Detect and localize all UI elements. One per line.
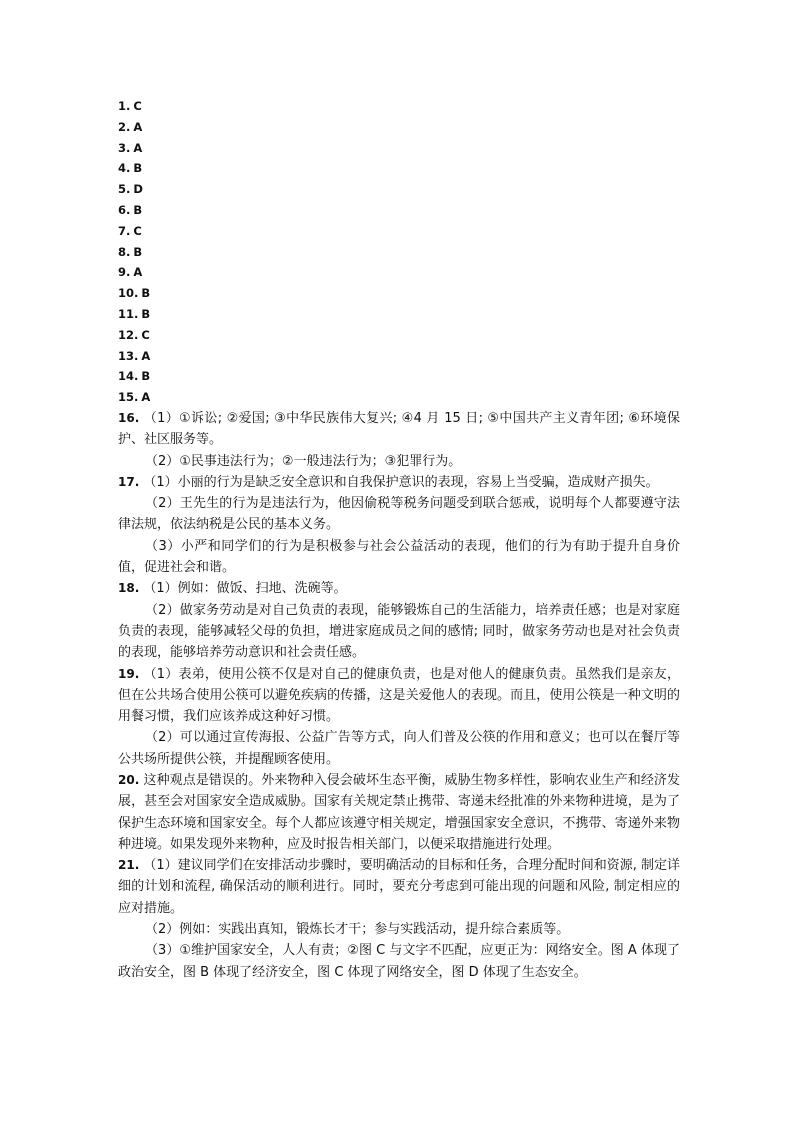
answer-letter: C	[141, 327, 150, 342]
question-number: 3.	[118, 140, 131, 155]
question-number: 20.	[118, 773, 140, 787]
choice-answer-14	[118, 366, 680, 387]
answer-16-part-1	[118, 408, 680, 451]
question-number: 18.	[118, 581, 140, 596]
answer-16-part-2: （2）①民事违法行为；②一般违法行为；③犯罪行为。	[145, 453, 462, 469]
answer-letter: B	[141, 306, 151, 321]
answer-21	[118, 855, 680, 983]
question-number: 14.	[118, 369, 139, 384]
question-number: 11.	[118, 306, 139, 321]
answer-key-page	[118, 96, 680, 983]
answer-18	[118, 578, 680, 663]
question-number: 7.	[118, 223, 131, 238]
question-number: 19.	[118, 666, 140, 681]
answer-17-part-2: （2）王先生的行为是违法行为，他因偷税等税务问题受到联合惩戒，说明每个人都要遵守法律法规，依法纳税是公民的基本义务。	[118, 496, 680, 533]
question-number: 6.	[118, 202, 131, 217]
answer-20	[118, 770, 680, 855]
answer-letter: A	[133, 119, 143, 134]
answer-text: 这种观点是错误的。外来物种入侵会破坏生态平衡，威胁生物多样性，影响农业生产和经济发展，甚至会对国家安全造成威胁。国家有关规定禁止携带、寄递未经批准的外来物种进境，是为了保护生态环境和国家安全。每个人都应该遵守相关规定，增强国家安全意识，不携带、寄递外来物种进境。如果发现外来物种，应及时报告相关部门，以便采取措施进行处理。	[118, 773, 680, 852]
choice-answer-13	[118, 346, 680, 367]
answer-18-part-1	[118, 578, 680, 599]
question-number: 17.	[118, 474, 140, 489]
question-number: 15.	[118, 390, 139, 405]
choice-answer-8	[118, 242, 680, 263]
question-number: 2.	[118, 119, 131, 134]
answer-18-part-2: （2）做家务劳动是对自己负责的表现，能够锻炼自己的生活能力，培养责任感；也是对家庭负责的表现，能够减轻父母的负担，增进家庭成员之间的感情; 同时，做家务劳动也是对社会负责的表现，能够培养劳动意识和社会责任感。	[118, 602, 680, 661]
question-number: 12.	[118, 327, 139, 342]
answer-text: （1）表弟，使用公筷不仅是对自己的健康负责，也是对他人的健康负责。虽然我们是亲友，但在公共场合使用公筷可以避免疾病的传播，这是关爱他人的表现。而且，使用公筷是一种文明的用餐习惯，我们应该养成这种好习惯。	[118, 666, 680, 725]
answer-letter: B	[141, 286, 151, 301]
answer-21-part-1	[118, 855, 680, 919]
answer-17	[118, 472, 680, 578]
choice-answer-4	[118, 158, 680, 179]
choice-answer-5	[118, 179, 680, 200]
answer-17-part-1	[118, 472, 680, 493]
answer-letter: B	[133, 244, 143, 259]
answer-17-part-3: （3）小严和同学们的行为是积极参与社会公益活动的表现，他们的行为有助于提升自身价值，促进社会和谐。	[118, 538, 680, 576]
choice-answer-12	[118, 325, 680, 346]
question-number: 13.	[118, 348, 139, 363]
choice-answer-6	[118, 200, 680, 221]
question-number: 10.	[118, 286, 139, 301]
answer-19-part-1	[118, 664, 680, 728]
choice-answer-15	[118, 387, 680, 408]
answer-text: （1）建议同学们在安排活动步骤时，要明确活动的目标和任务，合理分配时间和资源, 制定详细的计划和流程, 确保活动的顺利进行。同时，要充分考虑到可能出现的问题和风险, 制定相应的应对措施。	[118, 858, 680, 916]
answer-letter: A	[133, 265, 143, 280]
answer-text: （1）小丽的行为是缺乏安全意识和自我保护意识的表现，容易上当受骗，造成财产损失。	[143, 474, 659, 490]
answer-letter: C	[133, 223, 142, 238]
choice-answer-9	[118, 262, 680, 283]
answer-20-part-1	[118, 770, 680, 855]
question-number: 21.	[118, 858, 140, 873]
answer-16	[118, 408, 680, 472]
answer-21-part-3: （3）①维护国家安全，人人有责；②图 C 与文字不匹配，应更正为：网络安全。图 A 体现了政治安全，图 B 体现了经济安全，图 C 体现了网络安全，图 D 体现了生态安全。	[118, 943, 680, 980]
question-number: 9.	[118, 265, 131, 280]
answer-letter: B	[141, 369, 151, 384]
question-number: 5.	[118, 182, 131, 197]
question-number: 8.	[118, 244, 131, 259]
answer-letter: D	[133, 182, 143, 197]
multiple-choice-answers	[118, 96, 680, 408]
choice-answer-10	[118, 283, 680, 304]
choice-answer-11	[118, 304, 680, 325]
open-answers	[118, 408, 680, 983]
question-number: 16.	[118, 410, 140, 425]
answer-19	[118, 664, 680, 770]
answer-21-part-2: （2）例如：实践出真知，锻炼长才干；参与实践活动，提升综合素质等。	[145, 922, 570, 938]
answer-letter: B	[133, 161, 143, 176]
choice-answer-2	[118, 117, 680, 138]
choice-answer-3	[118, 138, 680, 159]
answer-text: （1）①诉讼; ②爱国; ③中华民族伟大复兴; ④4 月 15 日; ⑤中国共产主义青年团; ⑥环境保护、社区服务等。	[118, 410, 681, 448]
choice-answer-7	[118, 221, 680, 242]
choice-answer-1	[118, 96, 680, 117]
answer-letter: A	[141, 348, 151, 363]
answer-19-part-2: （2）可以通过宣传海报、公益广告等方式，向人们普及公筷的作用和意义；也可以在餐厅等公共场所提供公筷，并提醒顾客使用。	[118, 730, 680, 767]
answer-letter: A	[133, 140, 143, 155]
answer-letter: C	[133, 99, 142, 113]
answer-text: （1）例如：做饭、扫地、洗碗等。	[143, 581, 347, 597]
question-number: 1.	[118, 99, 131, 113]
answer-letter: B	[133, 202, 143, 217]
answer-letter: A	[141, 390, 151, 405]
question-number: 4.	[118, 161, 131, 176]
